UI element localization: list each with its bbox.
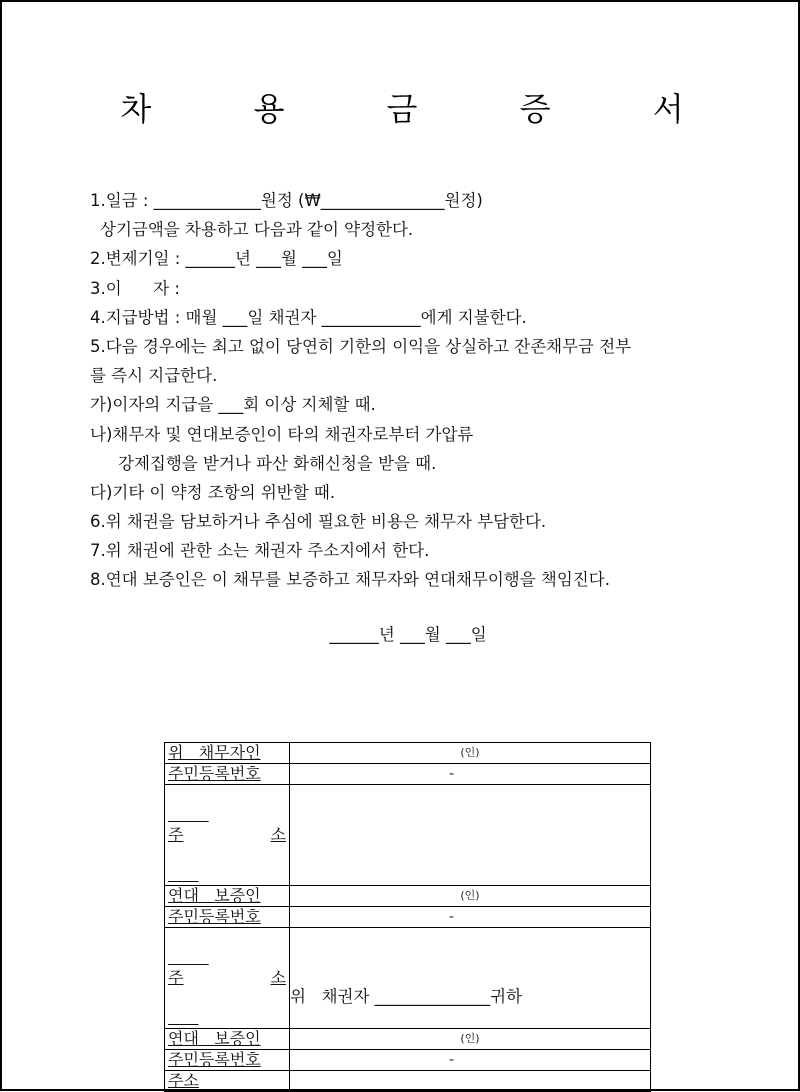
clause-5-a: 가)이자의 지급을 ___회 이상 지체할 때.: [90, 395, 376, 415]
clause-2-due-date: 2.변제기일 : ______년 ___월 ___일: [90, 249, 343, 269]
clause-5-b: 나)채무자 및 연대보증인이 타의 채권자로부터 가압류: [90, 424, 474, 444]
guarantor1-address-label: [165, 928, 290, 1029]
table-row: [165, 764, 651, 785]
debtor-address-label: [165, 785, 290, 886]
guarantor1-id-label: 주민등록번호: [165, 907, 290, 928]
address-label-right: 소: [270, 825, 286, 844]
clause-3-interest: 3.이 자 :: [90, 278, 180, 298]
clause-5-default: 5.다음 경우에는 최고 없이 당연히 기한의 이익을 상실하고 잔존채무금 전부: [90, 336, 632, 356]
debtor-seal-field[interactable]: (인): [290, 743, 651, 764]
guarantor1-id-field[interactable]: -: [290, 907, 651, 928]
table-row: [165, 785, 651, 886]
table-row: [165, 1029, 651, 1050]
creditor-addressee: 위 채권자 ______________귀하: [289, 987, 523, 1006]
clause-8: 8.연대 보증인은 이 채무를 보증하고 채무자와 연대채무이행을 책임진다.: [90, 570, 610, 590]
table-row: [165, 743, 651, 764]
debtor-address-field[interactable]: [290, 785, 651, 886]
guarantor2-id-field[interactable]: -: [290, 1050, 651, 1071]
clause-5-default-cont: 를 즉시 지급한다.: [90, 366, 218, 386]
guarantor1-seal-field[interactable]: (인): [290, 886, 651, 907]
table-row: [165, 928, 651, 1029]
clause-7: 7.위 채권에 관한 소는 채권자 주소지에서 한다.: [90, 541, 430, 561]
address-label-right: 소: [270, 968, 286, 987]
table-row: [165, 1050, 651, 1071]
table-row: [165, 1071, 651, 1092]
guarantor1-address-field[interactable]: [290, 928, 651, 1029]
clause-1-note: 상기금액을 차용하고 다음과 같이 약정한다.: [100, 220, 414, 240]
guarantor2-address-field[interactable]: [290, 1071, 651, 1092]
document-title: 차 용 금 증 서: [120, 90, 730, 128]
guarantor1-label: 연대 보증인: [165, 886, 290, 907]
table-row: [165, 907, 651, 928]
clause-4-payment-method: 4.지급방법 : 매월 ___일 채권자 ____________에게 지불한다.: [90, 307, 527, 327]
guarantor2-label: 연대 보증인: [165, 1029, 290, 1050]
debtor-label: 위 채무자인: [165, 743, 290, 764]
table-row: [165, 886, 651, 907]
debtor-id-label: 주민등록번호: [165, 764, 290, 785]
address-label-left: 주: [168, 825, 184, 844]
debtor-id-field[interactable]: -: [290, 764, 651, 785]
signing-date: ______년 ___월 ___일: [329, 625, 487, 644]
clauses: [90, 186, 740, 595]
guarantor2-seal-field[interactable]: (인): [290, 1029, 651, 1050]
signature-table: [164, 742, 651, 1092]
guarantor2-id-label: 주민등록번호: [165, 1050, 290, 1071]
clause-5-c: 다)기타 이 약정 조항의 위반할 때.: [90, 482, 336, 502]
clause-1-amount: 1.일금 : _____________원정 (₩_______________원정): [90, 191, 483, 210]
guarantor2-address-label: 주소: [165, 1071, 290, 1092]
clause-6: 6.위 채권을 담보하거나 추심에 필요한 비용은 채무자 부담한다.: [90, 512, 547, 532]
address-label-left: 주: [168, 968, 184, 987]
clause-5-b-cont: 강제집행을 받거나 파산 화해신청을 받을 때.: [118, 453, 437, 473]
